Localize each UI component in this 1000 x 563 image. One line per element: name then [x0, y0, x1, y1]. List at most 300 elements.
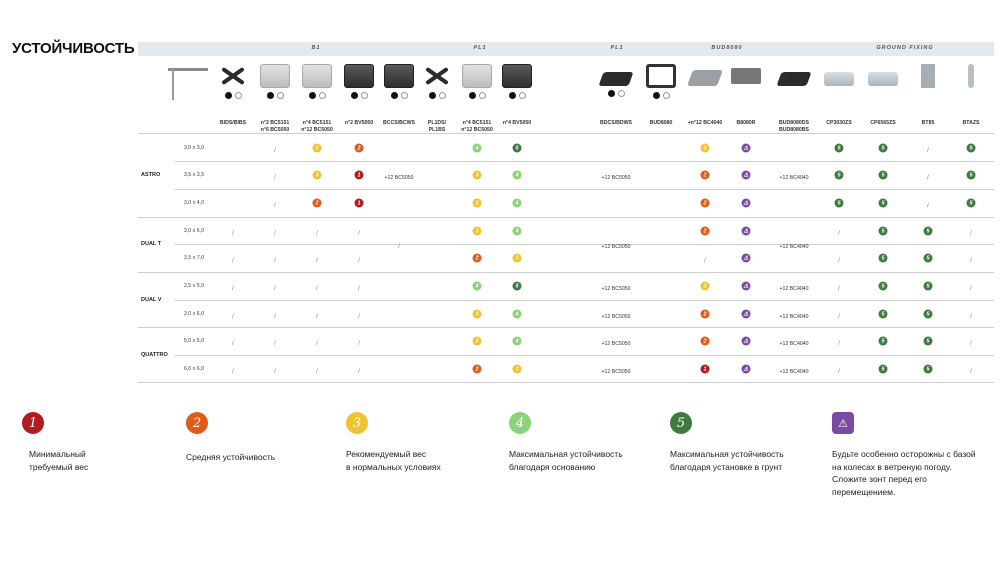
wheel-warning-icon: ⚠	[742, 337, 751, 346]
stability-rating-3: 3	[513, 254, 522, 263]
stability-rating-2: 2	[701, 199, 710, 208]
size-label: 3,5 x 3,5	[183, 172, 205, 178]
stability-rating-3: 3	[473, 310, 482, 319]
product-image	[462, 64, 492, 99]
legend-item	[670, 412, 692, 434]
stability-rating-5: 5	[879, 171, 888, 180]
size-label: 3,0 x 3,0	[183, 145, 205, 151]
rating-cell	[879, 282, 888, 291]
merged-label-text: +12 BC5050	[601, 314, 631, 320]
page-title: УСТОЙЧИВОСТЬ	[12, 40, 135, 57]
not-applicable: /	[316, 341, 318, 347]
rating-cell	[274, 249, 276, 267]
column-header: BDCS/BDWS	[600, 120, 632, 126]
rating-cell	[274, 332, 276, 350]
merged-label-text: +12 BC4040	[779, 286, 809, 292]
merged-label	[780, 332, 809, 350]
legend-badge: 2	[186, 412, 208, 434]
rating-cell	[742, 144, 751, 153]
rating-cell	[742, 282, 751, 291]
rating-cell	[701, 365, 710, 374]
merged-label	[780, 235, 809, 253]
column-header: BIDS/BIBS	[219, 120, 247, 126]
rating-cell	[927, 166, 929, 184]
stability-rating-4: 4	[513, 171, 522, 180]
merged-label	[602, 277, 631, 295]
stability-rating-5: 5	[879, 227, 888, 236]
rating-cell	[513, 310, 522, 319]
column-header: +n°12 BC4040	[687, 120, 723, 126]
not-applicable: /	[838, 341, 840, 347]
stability-rating-5: 5	[879, 144, 888, 153]
color-options	[462, 92, 492, 99]
rating-cell	[924, 337, 933, 346]
product-image	[690, 64, 720, 86]
group-label: B1	[311, 45, 321, 51]
rating-cell	[473, 227, 482, 236]
wheel-warning-icon: ⚠	[742, 365, 751, 374]
rating-cell	[924, 310, 933, 319]
merged-label-text: +12 BC5050	[601, 341, 631, 347]
white-option-icon	[479, 92, 486, 99]
product-image	[646, 64, 676, 99]
legend-text: Будьте особенно осторожны с базой на колесах в ветреную погоду. Сложите зонт перед его перемещением.	[832, 449, 976, 497]
group-label: GROUND FIXING	[876, 45, 934, 51]
rating-cell	[879, 227, 888, 236]
rating-cell	[701, 282, 710, 291]
not-applicable: /	[398, 244, 400, 250]
column-header: n°4 BV5050	[502, 120, 532, 126]
not-applicable: /	[970, 231, 972, 237]
merged-label	[780, 166, 809, 184]
rating-cell	[701, 227, 710, 236]
row-divider	[138, 327, 994, 328]
black-option-icon	[429, 92, 436, 99]
product-image	[824, 64, 854, 86]
not-applicable: /	[316, 314, 318, 320]
stability-rating-5: 5	[879, 310, 888, 319]
stability-rating-4: 4	[513, 227, 522, 236]
not-applicable: /	[358, 369, 360, 375]
merged-label	[602, 332, 631, 350]
rating-cell	[838, 305, 840, 323]
not-applicable: /	[358, 314, 360, 320]
stability-rating-5: 5	[924, 310, 933, 319]
wheel-warning-icon: ⚠	[742, 227, 751, 236]
legend-text: Максимальная устойчивость благодаря основанию	[509, 449, 623, 472]
rating-cell	[473, 310, 482, 319]
rating-cell	[274, 222, 276, 240]
not-applicable: /	[838, 314, 840, 320]
black-option-icon	[309, 92, 316, 99]
rating-cell	[742, 337, 751, 346]
size-label: 3,5 x 7,0	[183, 255, 205, 261]
rating-cell	[355, 199, 364, 208]
rating-cell	[835, 199, 844, 208]
model-name: DUAL V	[141, 297, 162, 303]
stability-rating-5: 5	[879, 282, 888, 291]
not-applicable: /	[274, 286, 276, 292]
group-label: PL1	[473, 45, 487, 51]
stability-rating-2: 2	[701, 171, 710, 180]
base-image-icon	[260, 64, 290, 88]
rating-cell	[473, 144, 482, 153]
color-options	[260, 92, 290, 99]
rating-cell	[924, 227, 933, 236]
product-image	[302, 64, 332, 99]
not-applicable: /	[970, 341, 972, 347]
group-label: BUD8080	[711, 45, 743, 51]
stability-rating-2: 2	[701, 227, 710, 236]
stability-rating-3: 3	[313, 171, 322, 180]
white-option-icon	[439, 92, 446, 99]
stability-rating-5: 5	[879, 337, 888, 346]
not-applicable: /	[927, 148, 929, 154]
product-image	[601, 64, 631, 97]
not-applicable: /	[274, 341, 276, 347]
wheel-warning-icon: ⚠	[742, 144, 751, 153]
base-image-icon	[776, 72, 811, 86]
rating-cell	[838, 249, 840, 267]
row-divider	[138, 382, 994, 383]
rating-cell	[513, 365, 522, 374]
legend-badge: 3	[346, 412, 368, 434]
stability-rating-5: 5	[967, 144, 976, 153]
not-applicable: /	[232, 314, 234, 320]
rating-cell	[313, 199, 322, 208]
not-applicable: /	[274, 148, 276, 154]
rating-cell	[232, 249, 234, 267]
legend-text: Рекомендуемый вес в нормальных условиях	[346, 449, 441, 472]
rating-cell	[838, 222, 840, 240]
rating-cell	[232, 360, 234, 378]
stability-rating-1: 1	[701, 365, 710, 374]
row-divider	[175, 244, 994, 245]
rating-cell	[313, 144, 322, 153]
legend-badge: 5	[670, 412, 692, 434]
rating-cell	[274, 277, 276, 295]
merged-label-text: +12 BC4040	[779, 314, 809, 320]
stability-rating-4: 4	[473, 144, 482, 153]
size-label: 3,0 x 4,0	[183, 200, 205, 206]
not-applicable: /	[704, 258, 706, 264]
legend-item	[186, 412, 208, 434]
stability-rating-5: 5	[967, 199, 976, 208]
not-applicable: /	[358, 258, 360, 264]
not-applicable: /	[274, 175, 276, 181]
stability-rating-1: 1	[355, 171, 364, 180]
base-image-icon	[731, 68, 761, 84]
merged-label-text: +12 BC5050	[601, 244, 631, 250]
base-image-icon	[462, 64, 492, 88]
rating-cell	[879, 365, 888, 374]
rating-cell	[274, 360, 276, 378]
merged-label	[780, 360, 809, 378]
not-applicable: /	[232, 286, 234, 292]
merged-label-text: +12 BC5050	[601, 175, 631, 181]
rating-cell	[358, 332, 360, 350]
stability-rating-5: 5	[879, 199, 888, 208]
rating-cell	[927, 194, 929, 212]
stability-rating-5: 5	[967, 171, 976, 180]
rating-cell	[232, 332, 234, 350]
rating-cell	[742, 199, 751, 208]
not-applicable: /	[927, 203, 929, 209]
rating-cell	[313, 171, 322, 180]
color-options	[646, 92, 676, 99]
not-applicable: /	[316, 369, 318, 375]
stability-rating-3: 3	[473, 337, 482, 346]
product-image	[260, 64, 290, 99]
rating-cell	[358, 305, 360, 323]
black-option-icon	[469, 92, 476, 99]
column-header: BCCS/BCWS	[383, 120, 415, 126]
umbrella-image	[168, 64, 208, 102]
rating-cell	[473, 171, 482, 180]
rating-cell	[316, 332, 318, 350]
wheel-warning-icon: ⚠	[832, 412, 854, 434]
stability-rating-2: 2	[355, 144, 364, 153]
not-applicable: /	[274, 258, 276, 264]
rating-cell	[358, 222, 360, 240]
column-header: n°4 BC5151 n°12 BC5050	[301, 120, 333, 133]
base-image-icon	[502, 64, 532, 88]
rating-cell	[274, 194, 276, 212]
rating-cell	[398, 235, 400, 253]
rating-cell	[513, 199, 522, 208]
black-option-icon	[653, 92, 660, 99]
stability-rating-3: 3	[473, 171, 482, 180]
stability-rating-5: 5	[924, 254, 933, 263]
column-header: B8080R	[736, 120, 756, 126]
rating-cell	[513, 144, 522, 153]
rating-cell	[879, 337, 888, 346]
stability-rating-4: 4	[513, 337, 522, 346]
rating-cell	[838, 360, 840, 378]
legend-text: Средняя устойчивость	[186, 452, 276, 462]
merged-label	[602, 305, 631, 323]
color-options	[601, 90, 631, 97]
product-image	[384, 64, 414, 99]
rating-cell	[742, 310, 751, 319]
rating-cell	[970, 332, 972, 350]
stability-rating-5: 5	[835, 144, 844, 153]
stability-rating-4: 4	[513, 199, 522, 208]
rating-cell	[355, 144, 364, 153]
product-image	[868, 64, 898, 86]
rating-cell	[704, 249, 706, 267]
size-label: 6,0 x 6,0	[183, 366, 205, 372]
not-applicable: /	[358, 341, 360, 347]
column-header: BT85	[921, 120, 935, 126]
model-name: ASTRO	[141, 172, 161, 178]
merged-label-text: +12 BC4040	[779, 369, 809, 375]
rating-cell	[232, 305, 234, 323]
rating-cell	[967, 171, 976, 180]
white-option-icon	[361, 92, 368, 99]
stability-rating-4: 4	[473, 282, 482, 291]
base-image-icon	[824, 72, 854, 86]
model-name: DUAL T	[141, 241, 162, 247]
merged-label-text: +12 BC5050	[601, 369, 631, 375]
rating-cell	[316, 305, 318, 323]
stability-rating-5: 5	[924, 282, 933, 291]
group-label: PL1	[610, 45, 624, 51]
stability-rating-5: 5	[879, 254, 888, 263]
base-image-icon	[921, 64, 935, 88]
color-options	[302, 92, 332, 99]
white-option-icon	[235, 92, 242, 99]
rating-cell	[835, 144, 844, 153]
base-image-icon	[598, 72, 633, 86]
wheel-warning-icon: ⚠	[742, 310, 751, 319]
rating-cell	[473, 199, 482, 208]
not-applicable: /	[274, 369, 276, 375]
rating-cell	[924, 282, 933, 291]
rating-cell	[358, 249, 360, 267]
not-applicable: /	[927, 175, 929, 181]
product-image	[731, 64, 761, 84]
stability-rating-2: 2	[473, 254, 482, 263]
group-header-band	[138, 42, 994, 56]
rating-cell	[513, 254, 522, 263]
base-image-icon	[646, 64, 676, 88]
size-label: 3,0 x 6,0	[183, 228, 205, 234]
wheel-warning-icon: ⚠	[742, 171, 751, 180]
rating-cell	[473, 365, 482, 374]
size-label: 2,5 x 5,0	[183, 283, 205, 289]
rating-cell	[970, 277, 972, 295]
merged-label-text: +12 BC4040	[779, 175, 809, 181]
merged-label-text: +12 BC4040	[779, 244, 809, 250]
white-option-icon	[401, 92, 408, 99]
column-header: PL1DS/ PL1BS	[427, 120, 447, 133]
color-options	[502, 92, 532, 99]
rating-cell	[232, 277, 234, 295]
rating-cell	[879, 144, 888, 153]
stability-rating-2: 2	[473, 365, 482, 374]
merged-label	[602, 235, 631, 253]
rating-cell	[316, 249, 318, 267]
stability-rating-3: 3	[513, 365, 522, 374]
rating-cell	[358, 360, 360, 378]
umbrella-icon	[168, 64, 208, 102]
model-name: QUATTRO	[141, 352, 168, 358]
column-header: n°2 BC5151 n°6 BC5050	[260, 120, 290, 133]
black-option-icon	[225, 92, 232, 99]
product-image	[422, 64, 452, 99]
product-image	[502, 64, 532, 99]
color-options	[344, 92, 374, 99]
white-option-icon	[277, 92, 284, 99]
stability-rating-2: 2	[701, 310, 710, 319]
stability-rating-1: 1	[355, 199, 364, 208]
column-header: BUD8080DS BUD8080BS	[779, 120, 809, 133]
rating-cell	[473, 282, 482, 291]
rating-cell	[701, 337, 710, 346]
rating-cell	[274, 305, 276, 323]
legend-text: Минимальный требуемый вес	[29, 449, 89, 472]
merged-label-text: +12 BC5050	[601, 286, 631, 292]
rating-cell	[513, 227, 522, 236]
rating-cell	[742, 227, 751, 236]
not-applicable: /	[274, 231, 276, 237]
rating-cell	[924, 365, 933, 374]
not-applicable: /	[316, 231, 318, 237]
black-option-icon	[351, 92, 358, 99]
not-applicable: /	[232, 341, 234, 347]
rating-cell	[879, 310, 888, 319]
stability-rating-5: 5	[835, 171, 844, 180]
merged-label	[780, 277, 809, 295]
product-image	[921, 64, 935, 88]
row-divider	[138, 217, 994, 218]
column-header: n°2 BV5050	[344, 120, 374, 126]
rating-cell	[838, 277, 840, 295]
rating-cell	[701, 310, 710, 319]
base-image-icon	[687, 70, 723, 86]
rating-cell	[742, 254, 751, 263]
product-image	[779, 64, 809, 86]
merged-label-text: +12 BC5050	[384, 175, 414, 181]
not-applicable: /	[316, 286, 318, 292]
row-divider	[175, 161, 994, 162]
stability-rating-5: 5	[879, 365, 888, 374]
not-applicable: /	[838, 286, 840, 292]
base-image-icon	[302, 64, 332, 88]
row-divider	[138, 133, 994, 134]
legend-item	[509, 412, 531, 434]
wheel-warning-icon: ⚠	[742, 254, 751, 263]
merged-label	[602, 166, 631, 184]
rating-cell	[742, 171, 751, 180]
not-applicable: /	[838, 231, 840, 237]
color-options	[218, 92, 248, 99]
rating-cell	[473, 254, 482, 263]
not-applicable: /	[838, 369, 840, 375]
rating-cell	[274, 166, 276, 184]
legend-text: Максимальная устойчивость благодаря установке в грунт	[670, 449, 784, 472]
rating-cell	[316, 360, 318, 378]
rating-cell	[473, 337, 482, 346]
stability-rating-5: 5	[835, 199, 844, 208]
stability-rating-4: 4	[513, 310, 522, 319]
legend-badge: 1	[22, 412, 44, 434]
stability-rating-5: 5	[924, 365, 933, 374]
base-image-icon	[218, 64, 248, 88]
not-applicable: /	[274, 314, 276, 320]
black-option-icon	[509, 92, 516, 99]
rating-cell	[835, 171, 844, 180]
stability-rating-5: 5	[924, 227, 933, 236]
rating-cell	[316, 222, 318, 240]
color-options	[384, 92, 414, 99]
merged-label	[385, 166, 414, 184]
stability-rating-3: 3	[473, 199, 482, 208]
not-applicable: /	[274, 203, 276, 209]
not-applicable: /	[232, 258, 234, 264]
not-applicable: /	[358, 231, 360, 237]
rating-cell	[879, 199, 888, 208]
rating-cell	[970, 305, 972, 323]
size-label: 5,0 x 5,0	[183, 338, 205, 344]
column-header: BTAZS	[962, 120, 980, 126]
rating-cell	[316, 277, 318, 295]
not-applicable: /	[232, 231, 234, 237]
stability-rating-5: 5	[924, 337, 933, 346]
rating-cell	[701, 144, 710, 153]
rating-cell	[967, 144, 976, 153]
